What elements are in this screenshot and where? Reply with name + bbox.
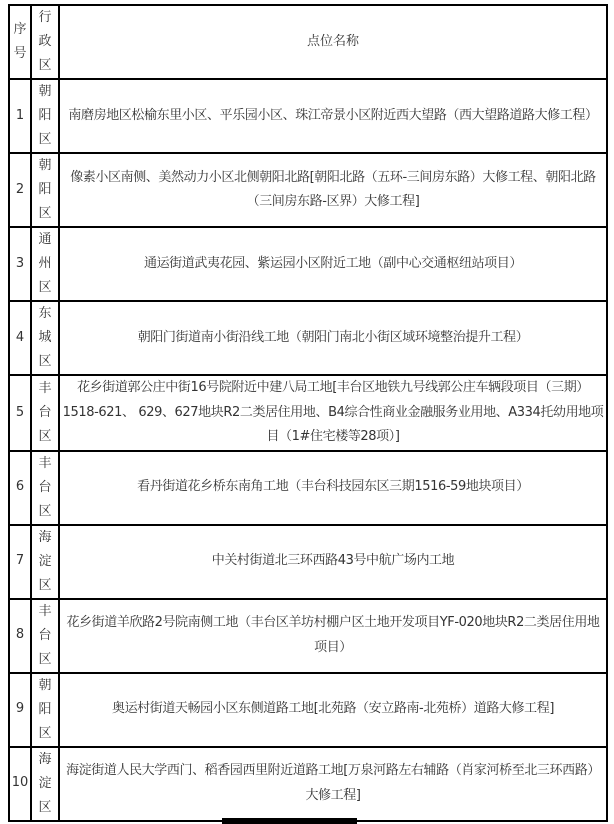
row-index: 10 — [9, 747, 31, 821]
district-char: 台 — [38, 627, 52, 643]
header-district — [31, 5, 59, 79]
district-char: 区 — [38, 577, 52, 593]
district-char: 淀 — [38, 553, 52, 569]
header-char: 区 — [38, 58, 52, 73]
table-row — [9, 153, 607, 227]
row-district — [31, 599, 59, 673]
table-row — [9, 375, 607, 451]
header-char: 政 — [38, 34, 52, 49]
district-char: 朝 — [38, 158, 52, 173]
row-district — [31, 375, 59, 451]
construction-sites-table — [8, 4, 608, 822]
district-char: 丰 — [38, 455, 52, 471]
district-char: 海 — [38, 751, 52, 767]
district-char: 东 — [38, 306, 52, 321]
row-index: 2 — [9, 153, 31, 227]
district-char: 区 — [38, 725, 52, 741]
row-index: 7 — [9, 525, 31, 599]
row-location: 南磨房地区松榆东里小区、平乐园小区、珠江帝景小区附近西大望路（西大望路道路大修工程） — [59, 79, 607, 153]
district-char: 丰 — [38, 380, 52, 396]
row-district — [31, 673, 59, 747]
district-char: 朝 — [38, 677, 52, 693]
district-char: 区 — [38, 651, 52, 667]
district-char: 城 — [38, 330, 52, 345]
district-char: 州 — [38, 256, 52, 271]
district-char: 区 — [38, 428, 52, 444]
table-header-row — [9, 5, 607, 79]
clipped-heading-fragment — [222, 818, 357, 824]
district-char: 区 — [38, 206, 52, 221]
header-char: 行 — [38, 10, 52, 25]
row-location: 海淀街道人民大学西门、稻香园西里附近道路工地[万泉河路左右辅路（肖家河桥至北三环西路）大修工程] — [59, 747, 607, 821]
row-location: 通运街道武夷花园、紫运园小区附近工地（副中心交通枢纽站项目） — [59, 227, 607, 301]
row-location: 朝阳门街道南小街沿线工地（朝阳门南北小街区域环境整治提升工程） — [59, 301, 607, 375]
district-char: 丰 — [38, 603, 52, 619]
table-row — [9, 599, 607, 673]
district-char: 区 — [38, 280, 52, 295]
header-location: 点位名称 — [59, 5, 607, 79]
district-char: 区 — [38, 354, 52, 369]
header-index — [9, 5, 31, 79]
row-location: 花乡街道郭公庄中街16号院附近中建八局工地[丰台区地铁九号线郭公庄车辆段项目（三期）1518-621、 629、627地块R2二类居住用地、B4综合性商业金融服务业用地、A334托幼用地项目（1#住宅楼等28项）] — [59, 375, 607, 451]
row-location: 看丹街道花乡桥东南角工地（丰台科技园东区三期1516-59地块项目） — [59, 451, 607, 525]
row-district — [31, 747, 59, 821]
row-index: 5 — [9, 375, 31, 451]
row-index: 3 — [9, 227, 31, 301]
row-district — [31, 451, 59, 525]
row-location: 花乡街道羊欣路2号院南侧工地（丰台区羊坊村棚户区土地开发项目YF-020地块R2二类居住用地项目） — [59, 599, 607, 673]
table-row — [9, 227, 607, 301]
district-char: 通 — [38, 232, 52, 247]
district-char: 台 — [38, 479, 52, 495]
row-location: 奥运村街道天畅园小区东侧道路工地[北苑路（安立路南-北苑桥）道路大修工程] — [59, 673, 607, 747]
district-char: 阳 — [38, 701, 52, 717]
row-index: 1 — [9, 79, 31, 153]
table-row — [9, 79, 607, 153]
row-index: 6 — [9, 451, 31, 525]
district-char: 区 — [38, 503, 52, 519]
row-location: 中关村街道北三环西路43号中航广场内工地 — [59, 525, 607, 599]
district-char: 阳 — [38, 108, 52, 123]
district-char: 淀 — [38, 775, 52, 791]
row-location: 像素小区南侧、美然动力小区北侧朝阳北路[朝阳北路（五环-三间房东路）大修工程、朝阳北路（三间房东路-区界）大修工程] — [59, 153, 607, 227]
table-row — [9, 525, 607, 599]
district-char: 阳 — [38, 182, 52, 197]
row-district — [31, 525, 59, 599]
district-char: 朝 — [38, 84, 52, 99]
district-char: 海 — [38, 529, 52, 545]
table-row — [9, 451, 607, 525]
row-index: 9 — [9, 673, 31, 747]
row-district — [31, 301, 59, 375]
row-index: 4 — [9, 301, 31, 375]
header-char: 序 — [13, 22, 27, 37]
row-district — [31, 227, 59, 301]
table-row — [9, 673, 607, 747]
district-char: 区 — [38, 799, 52, 815]
row-district — [31, 153, 59, 227]
district-char: 区 — [38, 132, 52, 147]
district-char: 台 — [38, 404, 52, 420]
header-char: 号 — [13, 46, 27, 61]
table-row — [9, 301, 607, 375]
table-row — [9, 747, 607, 821]
row-index: 8 — [9, 599, 31, 673]
row-district — [31, 79, 59, 153]
